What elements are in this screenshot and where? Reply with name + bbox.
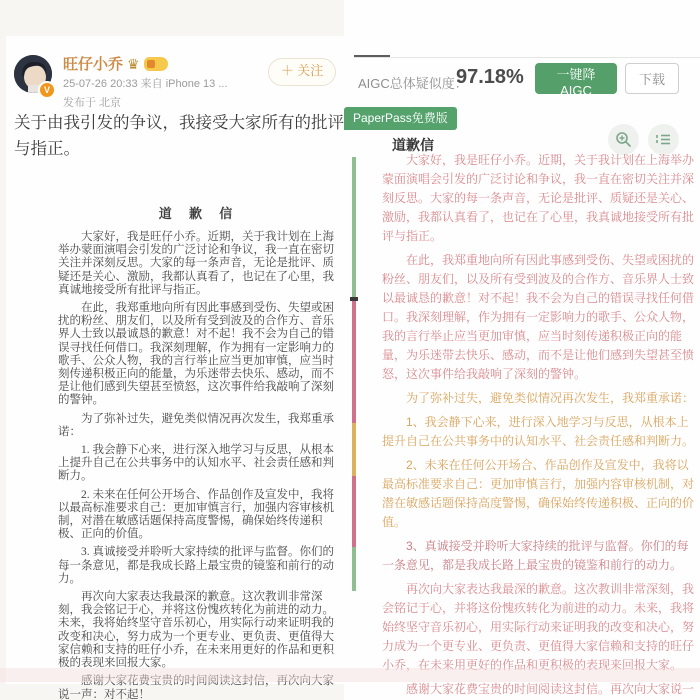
weibo-post-panel <box>6 36 344 700</box>
letter-paragraph: 为了弥补过失，避免类似情况再次发生，我郑重承诺： <box>58 412 334 438</box>
aigc-paragraph: 3、真诚接受并聆听大家持续的批评与监督。你们的每一条意见，都是我成长路上最宝贵的镜鉴和前行的动力。 <box>382 539 689 572</box>
aigc-paragraph: 2、未来在任何公开场合、作品创作及宣发中，我将以最高标准要求自己：更加审慎言行，加强内容审核机制，对潜在敏感话题保持高度警惕，确保始终传递积极、正向的价值。 <box>382 458 695 529</box>
header-divider <box>354 57 700 58</box>
letter-paragraph: 在此，我郑重地向所有因此事感到受伤、失望或困扰的粉丝、朋友们，以及所有受到波及的合作方、音乐界人士致以最诚恳的歉意！对不起！我不会为自己的错误寻找任何借口。我深刻理解，作为拥有一定影响力的歌手、公众人物，我的言行举止应当更加审慎，应当时刻传递积极正向的能量，为乐迷带去快乐、感动，而不是让他们感到失望甚至愤怒，这次事件给我敲响了深刻的警钟。 <box>58 302 334 407</box>
indicator-segment-pink <box>352 301 356 423</box>
indicator-segment-green <box>352 547 356 591</box>
post-timestamp: 25-07-26 20:33 来自 iPhone 13 ... <box>63 78 228 90</box>
indicator-segment-green <box>352 157 356 297</box>
letter-paragraph: 感谢大家花费宝贵的时间阅读这封信，再次向大家说一声：对不起！ <box>58 675 334 700</box>
follow-button[interactable]: ＋ 关注 <box>268 58 336 86</box>
aigc-paragraph: 再次向大家表达我最深的歉意。这次教训非常深刻，我会铭记于心，并将这份愧疚转化为前进的动力。未来，我将始终坚守音乐初心，用实际行动来证明我的改变和决心，努力成为一个更专业、更负责、更值得大家信赖和支持的旺仔小乔，在未来用更好的作品和更积极的表现来回报大家。 <box>382 582 695 672</box>
reduce-aigc-button[interactable]: 一键降AIGC <box>535 63 617 94</box>
paperpass-free-badge: PaperPass免费版 <box>344 107 457 130</box>
aigc-paragraph: 大家好，我是旺仔小乔。近期，关于我计划在上海举办蒙面演唱会引发的广泛讨论和争议，我一直在密切关注并深刻反思。大家的每一条声音，无论是批评、质疑还是关心、激励，我都认真看了，也记在了心里，我真诚地接受所有批评与指正。 <box>382 153 695 243</box>
apology-letter-image <box>58 203 340 700</box>
aigc-score-value: 97.18% <box>456 66 524 88</box>
aigc-paragraph: 感谢大家花费宝贵的时间阅读这封信。再次向大家说一 <box>406 682 695 696</box>
username[interactable]: 旺仔小乔 <box>63 56 124 73</box>
user-name-row <box>63 53 168 74</box>
post-text: 关于由我引发的争议，我接受大家所有的批评与指正。 <box>14 114 344 158</box>
crown-icon: ♛ <box>127 55 140 72</box>
indicator-segment-pink <box>352 476 356 547</box>
letter-title: 道 歉 信 <box>158 206 240 221</box>
letter-paragraph: 2. 未来在任何公开场合、作品创作及宣发中，我将以最高标准要求自己：更加审慎言行，加强内容审核机制，对潜在敏感话题保持高度警惕，确保始终传递积极、正向的价值。 <box>58 488 334 541</box>
aigc-paragraph: 为了弥补过失，避免类似情况再次发生，我郑重承诺： <box>406 391 695 405</box>
aigc-score-label: AIGC总体疑似度： <box>358 76 468 91</box>
download-button[interactable]: 下载 <box>625 63 679 94</box>
post-location: 发布于 北京 <box>63 97 122 109</box>
checked-document-text <box>382 151 694 700</box>
paperpass-panel <box>344 0 700 700</box>
letter-paragraph: 再次向大家表达我最深的歉意。这次教训非常深刻，我会铭记于心，并将这份愧疚转化为前进的动力。未来，我将始终坚守音乐初心，用实际行动来证明我的改变和决心，努力成为一个更专业、更负责、更值得大家信赖和支持的旺仔小乔，在未来用更好的作品和更积极的表现来回报大家。 <box>58 591 334 670</box>
verified-badge-icon: V <box>38 81 56 99</box>
document-title: 道歉信 <box>392 137 434 153</box>
aigc-paragraph: 在此，我郑重地向所有因此事感到受伤、失望或困扰的粉丝、朋友们，以及所有受到波及的合作方、音乐界人士致以最诚恳的歉意！对不起！我不会为自己的错误寻找任何借口。我深刻理解，作为拥有一定影响力的歌手、公众人物，我的言行举止应当更加审慎，应当时刻传递积极正向的能量，为乐迷带去快乐、感动，而不是让他们感到失望甚至愤怒，这次事件给我敲响了深刻的警钟。 <box>382 253 695 381</box>
letter-paragraph: 3. 真诚接受并聆听大家持续的批评与监督。你们的每一条意见，都是我成长路上最宝贵的镜鉴和前行的动力。 <box>58 546 334 585</box>
letter-paragraph: 大家好，我是旺仔小乔。近期，关于我计划在上海举办蒙面演唱会引发的广泛讨论和争议，我一直在密切关注并深刻反思。大家的每一条声音，无论是批评、质疑还是关心、激励，我都认真看了，也记在了心里，我真诚地接受所有批评与指正。 <box>58 231 334 296</box>
indicator-segment-orange <box>352 423 356 476</box>
aigc-paragraph: 1、我会静下心来，进行深入地学习与反思，从根本上提升自己在公共事务中的认知水平、社会责任感和判断力。 <box>382 415 695 448</box>
letter-paragraph: 1. 我会静下心来，进行深入地学习与反思，从根本上提升自己在公共事务中的认知水平、社会责任感和判断力。 <box>58 444 334 483</box>
vip-level-badge-icon <box>144 57 168 71</box>
image-artifact-band <box>0 668 700 682</box>
aigc-indicator-bar <box>352 157 356 591</box>
